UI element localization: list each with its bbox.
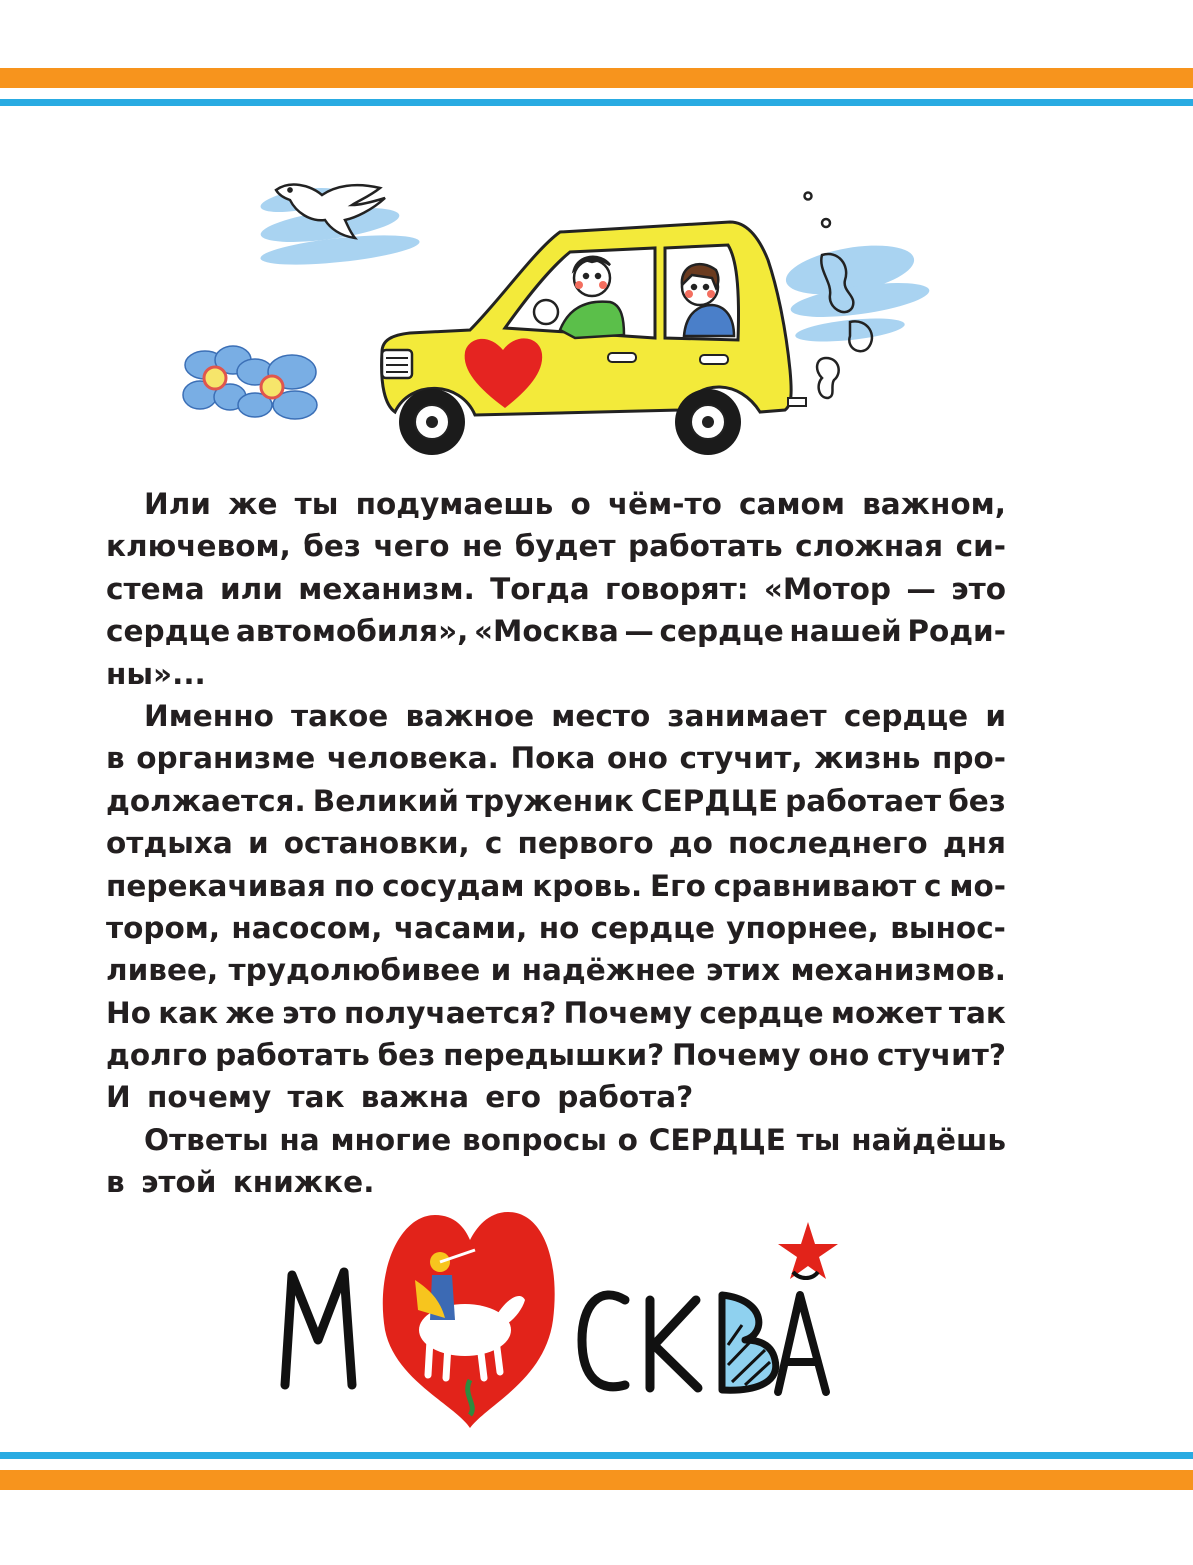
word: будет: [514, 529, 616, 564]
word: работать: [628, 529, 783, 564]
word: Пока: [510, 741, 596, 776]
word: Именно: [144, 698, 274, 733]
text-line: [106, 992, 1006, 1034]
word: про-: [931, 741, 1006, 776]
word: без: [303, 529, 362, 564]
word: стучит,: [679, 741, 803, 776]
word: но: [538, 910, 580, 945]
word: упорнее,: [726, 910, 879, 945]
word: важном,: [862, 487, 1006, 521]
word: СЕРДЦЕ: [648, 1122, 786, 1157]
word: же: [228, 487, 278, 521]
word: Почему: [672, 1038, 801, 1073]
word: перекачивая: [106, 868, 326, 903]
letter-s-icon: [582, 1295, 625, 1387]
word: говорят:: [604, 571, 749, 606]
word: СЕРДЦЕ: [640, 783, 779, 818]
word: ключевом,: [106, 529, 291, 564]
word: дня: [942, 826, 1006, 861]
text-line: [106, 865, 1006, 907]
word: этих: [705, 953, 781, 988]
word: стучит?: [877, 1038, 1006, 1073]
word: сердце: [843, 698, 969, 733]
word: самом: [739, 487, 845, 521]
word: без: [377, 1038, 436, 1073]
word: не: [461, 529, 503, 564]
text-line: [106, 695, 1006, 737]
text-line: [106, 780, 1006, 822]
word: многие: [330, 1122, 452, 1157]
word: и: [247, 826, 269, 861]
word: жизнь: [814, 741, 921, 776]
text-line: И почему так важна его работа?: [106, 1080, 694, 1115]
word: часами,: [393, 910, 528, 945]
wheel-icon: [675, 389, 741, 455]
word: —: [624, 614, 654, 649]
word: сосудам: [382, 868, 525, 903]
body-text: [106, 483, 1006, 1204]
text-line: [106, 907, 1006, 949]
text-line: [106, 949, 1006, 991]
bottom-blue-stripe: [0, 1452, 1193, 1459]
word: стема: [106, 571, 205, 606]
word: отдыха: [106, 826, 233, 861]
word: на: [279, 1122, 320, 1157]
word: сердце: [590, 910, 715, 945]
word: «Мотор: [763, 571, 892, 606]
word: о: [617, 1122, 638, 1157]
word: оно: [606, 741, 668, 776]
word: с: [924, 868, 942, 903]
coat-of-arms-heart-icon: [383, 1212, 555, 1428]
word: до: [668, 826, 713, 861]
letter-v-icon: [722, 1295, 776, 1390]
word: такое: [291, 698, 389, 733]
paragraph-2: [106, 695, 1006, 1119]
word: трудолюбивее: [228, 953, 481, 988]
word: так: [948, 995, 1006, 1030]
word: механизмов.: [790, 953, 1006, 988]
text-line: [106, 1119, 1006, 1161]
word: передышки?: [443, 1038, 665, 1073]
word: Почему: [563, 995, 693, 1030]
flower-icon: [183, 346, 317, 419]
letter-a-icon: [778, 1295, 826, 1392]
word: сложная: [795, 529, 944, 564]
word: должается.: [106, 783, 306, 818]
car-illustration: [170, 170, 970, 470]
word: Ответы: [144, 1122, 269, 1157]
word: Но: [106, 995, 151, 1030]
word: механизм.: [298, 571, 475, 606]
word: получается?: [344, 995, 557, 1030]
word: нашей: [789, 614, 902, 649]
word: Тогда: [490, 571, 590, 606]
word: оно: [808, 1038, 870, 1073]
word: и: [985, 698, 1006, 733]
letter-m-icon: [285, 1272, 352, 1385]
word: это: [281, 995, 337, 1030]
word: без: [948, 783, 1006, 818]
word: Великий: [312, 783, 459, 818]
word: в: [106, 741, 125, 776]
word: Его: [650, 868, 706, 903]
wheel-icon: [399, 389, 465, 455]
word: ты: [796, 1122, 841, 1157]
word: тором,: [106, 910, 221, 945]
word: найдёшь: [851, 1122, 1006, 1157]
word: с: [484, 826, 503, 861]
word: работать: [215, 1038, 370, 1073]
text-line: [106, 525, 1006, 567]
word: сердце: [659, 614, 784, 649]
word: или: [219, 571, 283, 606]
word: занимает: [667, 698, 827, 733]
red-star-icon: [778, 1222, 838, 1279]
word: Или: [144, 487, 211, 521]
text-line: ны»...: [106, 656, 206, 691]
word: человека.: [326, 741, 499, 776]
word: сердце: [106, 614, 231, 649]
word: организме: [136, 741, 316, 776]
word: мо-: [949, 868, 1006, 903]
word: о: [570, 487, 591, 521]
word: труженик: [465, 783, 634, 818]
word: важное: [405, 698, 535, 733]
top-blue-stripe: [0, 99, 1193, 106]
word: последнего: [728, 826, 928, 861]
word: по: [333, 868, 375, 903]
word: кровь.: [532, 868, 643, 903]
word: ты: [294, 487, 339, 521]
bottom-orange-stripe: [0, 1470, 1193, 1490]
moskva-logo: [230, 1190, 870, 1440]
word: и: [490, 953, 512, 988]
word: ливее,: [106, 953, 219, 988]
text-line: [106, 1034, 1006, 1076]
word: долго: [106, 1038, 208, 1073]
paragraph-1: [106, 483, 1006, 695]
word: автомобиля»,: [235, 614, 469, 649]
word: как: [158, 995, 219, 1030]
word: вынос-: [890, 910, 1006, 945]
text-line: [106, 610, 1006, 652]
word: —: [906, 571, 936, 606]
word: остановки,: [283, 826, 470, 861]
word: первого: [517, 826, 654, 861]
text-line: [106, 568, 1006, 610]
word: это: [951, 571, 1006, 606]
word: чём-то: [607, 487, 722, 521]
text-line: в этой книжке.: [106, 1165, 375, 1200]
word: подумаешь: [355, 487, 554, 521]
text-line: [106, 483, 1006, 525]
word: сердце: [699, 995, 824, 1030]
word: си-: [955, 529, 1006, 564]
word: место: [551, 698, 651, 733]
top-orange-stripe: [0, 68, 1193, 88]
text-line: [106, 737, 1006, 779]
word: «Москва: [473, 614, 619, 649]
word: сравнивают: [713, 868, 917, 903]
word: может: [830, 995, 942, 1030]
text-line: [106, 822, 1006, 864]
word: Роди-: [907, 614, 1006, 649]
word: вопросы: [462, 1122, 607, 1157]
word: чего: [373, 529, 450, 564]
word: насосом,: [231, 910, 383, 945]
letter-k-icon: [650, 1300, 698, 1388]
word: работает: [785, 783, 942, 818]
word: же: [225, 995, 275, 1030]
word: надёжнее: [521, 953, 696, 988]
